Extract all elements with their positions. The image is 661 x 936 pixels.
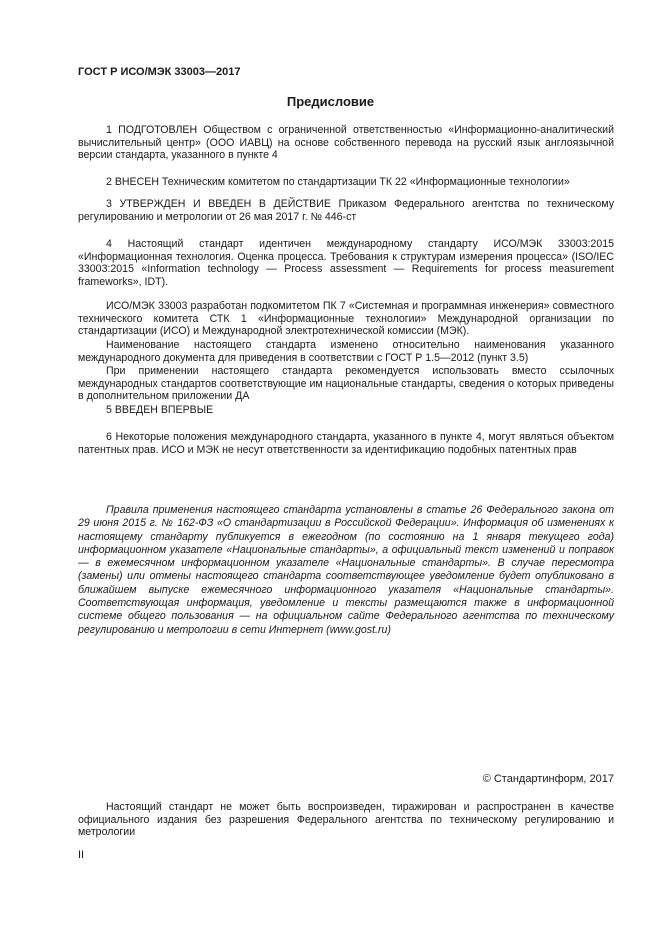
paragraph-5: 5 ВВЕДЕН ВПЕРВЫЕ <box>106 404 214 416</box>
paragraph-4b: ИСО/МЭК 33003 разработан подкомитетом ПК 7 «Системная и программная инженерия» совместного технического комитета СТК 1 «Информационные технологии» Международной организации по стандартизации (ИСО) и Международной электротехнической комиссии (МЭК). <box>78 300 614 338</box>
document-header: ГОСТ Р ИСО/МЭК 33003—2017 <box>78 66 241 78</box>
reproduction-notice: Настоящий стандарт не может быть воспроизведен, тиражирован и распространен в качестве официального издания без разрешения Федерального агентства по техническому регулированию и метрологии <box>78 801 614 839</box>
paragraph-3: 3 УТВЕРЖДЕН И ВВЕДЕН В ДЕЙСТВИЕ Приказом Федерального агентства по техническому регулированию и метрологии от 26 мая 2017 г. № 446-ст <box>78 198 614 223</box>
paragraph-4c: Наименование настоящего стандарта изменено относительно наименования указанного международного документа для приведения в соответствии с ГОСТ Р 1.5—2012 (пункт 3.5) <box>78 339 614 364</box>
application-rules-notice: Правила применения настоящего стандарта установлены в статье 26 Федерального закона от 29 июня 2015 г. № 162-ФЗ «О стандартизации в Российской Федерации». Информация об изменениях к настоящему стандарту публикуется в ежегодном (по состоянию на 1 января текущего года) информационном указателе «Национальные стандарты», а официальный текст изменений и поправок — в ежемесячном информационном указателе «Национальные стандарты». В случае пересмотра (замены) или отмены настоящего стандарта соответствующее уведомление будет опубликовано в ближайшем выпуске ежемесячного информационного указателя «Национальные стандарты». Соответствующая информация, уведомление и тексты размещаются также в информационной системе общего пользования — на официальном сайте Федерального агентства по техническому регулированию и метрологии в сети Интернет (www.gost.ru) <box>78 504 614 636</box>
paragraph-1: 1 ПОДГОТОВЛЕН Обществом с ограниченной ответственностью «Информационно-аналитический вычислительный центр» (ООО ИАВЦ) на основе собственного перевода на русский язык англоязычной версии стандарта, указанного в пункте 4 <box>78 124 614 162</box>
paragraph-2: 2 ВНЕСЕН Техническим комитетом по стандартизации ТК 22 «Информационные технологии» <box>106 176 570 188</box>
paragraph-4d: При применении настоящего стандарта рекомендуется использовать вместо ссылочных международных стандартов соответствующие им национальные стандарты, сведения о которых приведены в дополнительном приложении ДА <box>78 365 614 403</box>
paragraph-4a: 4 Настоящий стандарт идентичен международному стандарту ИСО/МЭК 33003:2015 «Информационная технология. Оценка процесса. Требования к структурам измерения процесса» (ISO/IEC 33003:2015 «Information technology — Process assessment — Requirements for process measurement frameworks», IDT). <box>78 238 614 288</box>
paragraph-6: 6 Некоторые положения международного стандарта, указанного в пункте 4, могут являться объектом патентных прав. ИСО и МЭК не несут ответственности за идентификацию подобных патентных прав <box>78 431 614 456</box>
copyright: © Стандартинформ, 2017 <box>482 773 614 785</box>
page-number: II <box>78 849 85 861</box>
page-title: Предисловие <box>286 94 375 109</box>
